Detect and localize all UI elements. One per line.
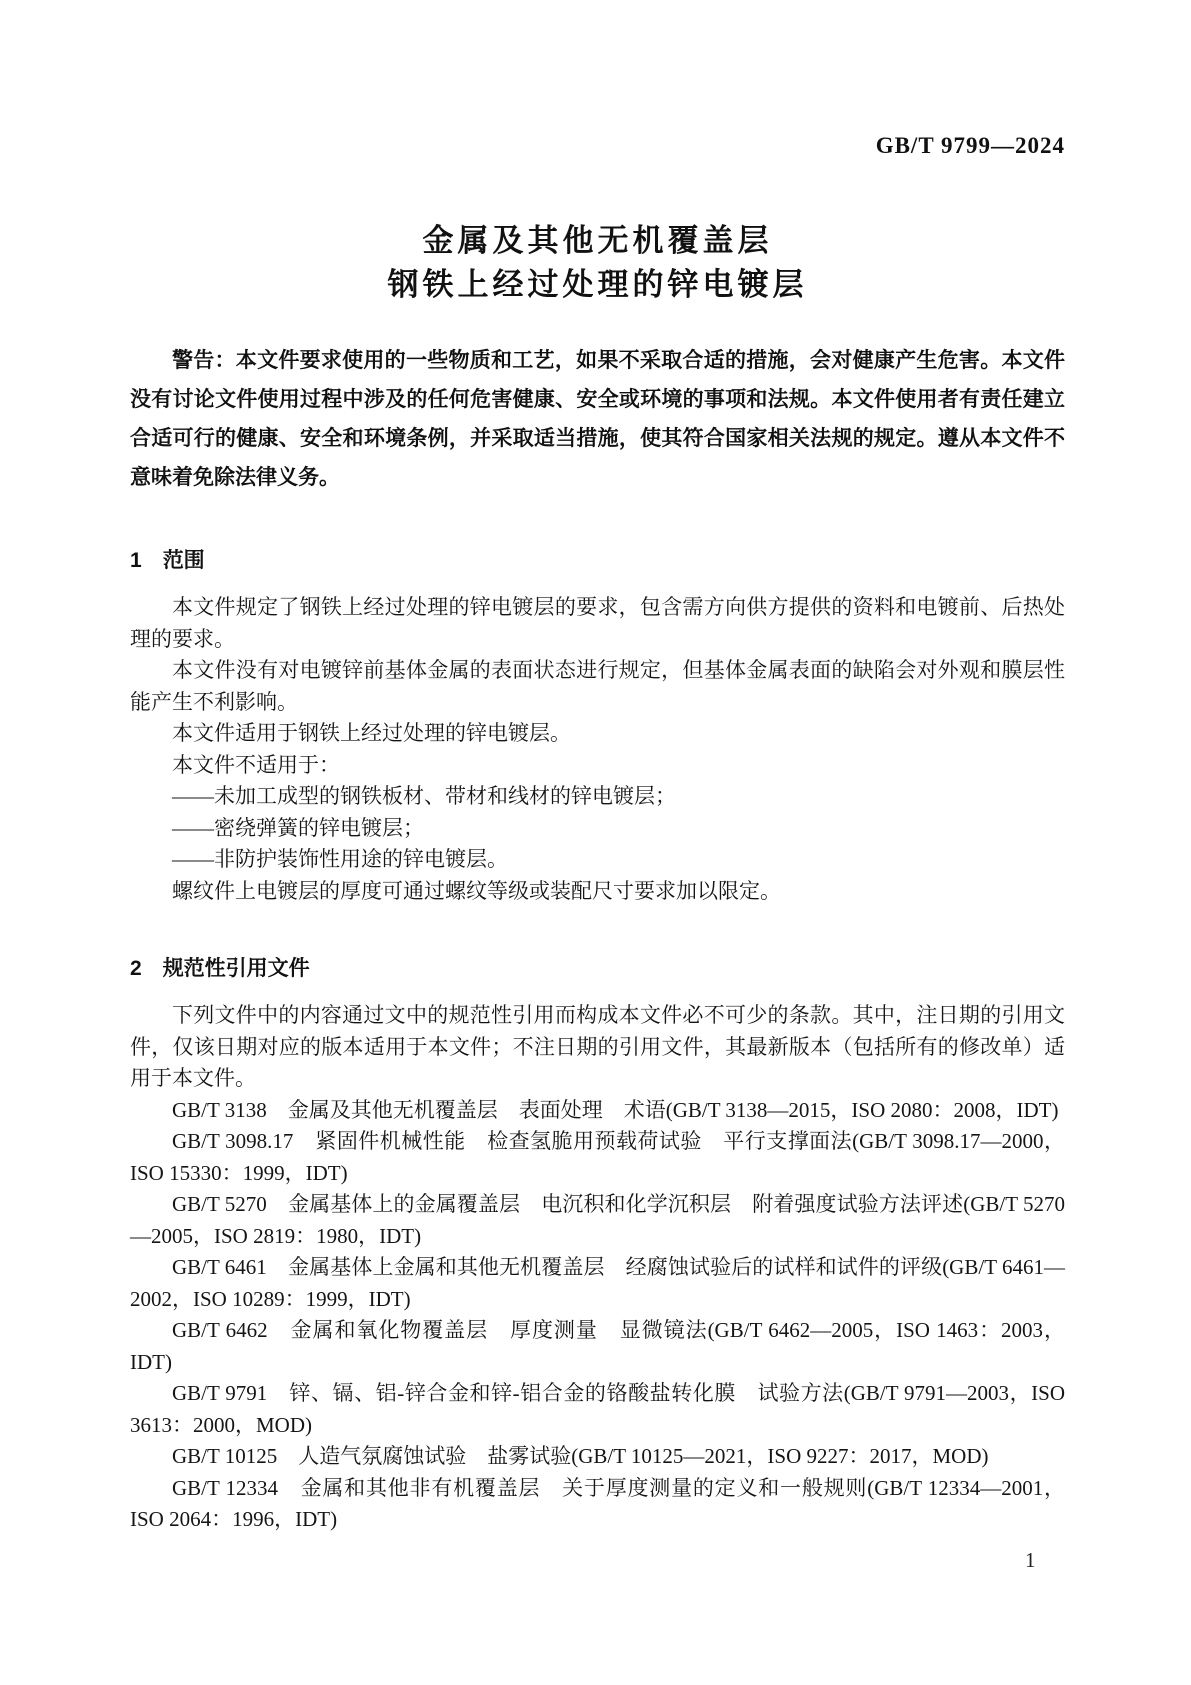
reference-item: GB/T 12334 金属和其他非有机覆盖层 关于厚度测量的定义和一般规则(GB/T 12334—2001，ISO 2064：1996，IDT) bbox=[130, 1475, 1065, 1531]
reference-item: GB/T 5270 金属基体上的金属覆盖层 电沉积和化学沉积层 附着强度试验方法评述(GB/T 5270—2005，ISO 2819：1980，IDT) bbox=[130, 1192, 1065, 1248]
scope-paragraph: 螺纹件上电镀层的厚度可通过螺纹等级或装配尺寸要求加以限定。 bbox=[172, 878, 781, 903]
scope-paragraph: 本文件不适用于： bbox=[172, 752, 340, 777]
references-intro: 下列文件中的内容通过文中的规范性引用而构成本文件必不可少的条款。其中，注日期的引用文件，仅该日期对应的版本适用于本文件；不注日期的引用文件，其最新版本（包括所有的修改单）适用于本文件。 bbox=[130, 1003, 1065, 1090]
reference-item: GB/T 9791 锌、镉、铝-锌合金和锌-铝合金的铬酸盐转化膜 试验方法(GB/T 9791—2003，ISO 3613：2000，MOD) bbox=[130, 1381, 1065, 1437]
reference-item: GB/T 10125 人造气氛腐蚀试验 盐雾试验(GB/T 10125—2021，ISO 9227：2017，MOD) bbox=[172, 1444, 989, 1468]
section-number: 2 bbox=[130, 957, 142, 980]
section-title: 范围 bbox=[162, 549, 205, 572]
reference-item: GB/T 3138 金属及其他无机覆盖层 表面处理 术语(GB/T 3138—2015，ISO 2080：2008，IDT) bbox=[172, 1097, 1059, 1122]
document-title-line1: 金属及其他无机覆盖层 bbox=[422, 223, 773, 258]
warning-paragraph: 警告：本文件要求使用的一些物质和工艺，如果不采取合适的措施，会对健康产生危害。本文件没有讨论文件使用过程中涉及的任何危害健康、安全或环境的事项和法规。本文件使用者有责任建立合适可行的健康、安全和环境条例，并采取适当措施，使其符合国家相关法规的规定。遵从本文件不意味着免除法律义务。 bbox=[130, 349, 1065, 489]
page-content bbox=[130, 0, 1065, 1536]
scope-paragraph: 本文件适用于钢铁上经过处理的锌电镀层。 bbox=[172, 721, 571, 745]
scope-exclusion-item: ——未加工成型的钢铁板材、带材和线材的锌电镀层； bbox=[172, 784, 676, 808]
section-heading-scope bbox=[130, 547, 1065, 575]
section-number: 1 bbox=[130, 549, 142, 572]
scope-exclusion-item: ——非防护装饰性用途的锌电镀层。 bbox=[172, 847, 508, 871]
reference-item: GB/T 6461 金属基体上金属和其他无机覆盖层 经腐蚀试验后的试样和试件的评级(GB/T 6461—2002，ISO 10289：1999，IDT) bbox=[130, 1255, 1065, 1311]
document-title bbox=[130, 219, 1065, 307]
scope-paragraph: 本文件规定了钢铁上经过处理的锌电镀层的要求，包含需方向供方提供的资料和电镀前、后热处理的要求。 bbox=[130, 595, 1065, 651]
reference-item: GB/T 6462 金属和氧化物覆盖层 厚度测量 显微镜法(GB/T 6462—2005，ISO 1463：2003，IDT) bbox=[130, 1318, 1065, 1374]
scope-paragraph: 本文件没有对电镀锌前基体金属的表面状态进行规定，但基体金属表面的缺陷会对外观和膜层性能产生不利影响。 bbox=[130, 658, 1065, 714]
section-heading-references bbox=[130, 955, 1065, 983]
reference-item: GB/T 3098.17 紧固件机械性能 检查氢脆用预载荷试验 平行支撑面法(GB/T 3098.17—2000，ISO 15330：1999，IDT) bbox=[130, 1129, 1065, 1185]
section-title: 规范性引用文件 bbox=[162, 957, 310, 980]
standard-code: GB/T 9799—2024 bbox=[875, 133, 1065, 158]
scope-exclusion-item: ——密绕弹簧的锌电镀层； bbox=[172, 815, 424, 840]
page-number: 1 bbox=[1025, 1548, 1036, 1572]
document-title-line2: 钢铁上经过处理的锌电镀层 bbox=[387, 267, 808, 302]
